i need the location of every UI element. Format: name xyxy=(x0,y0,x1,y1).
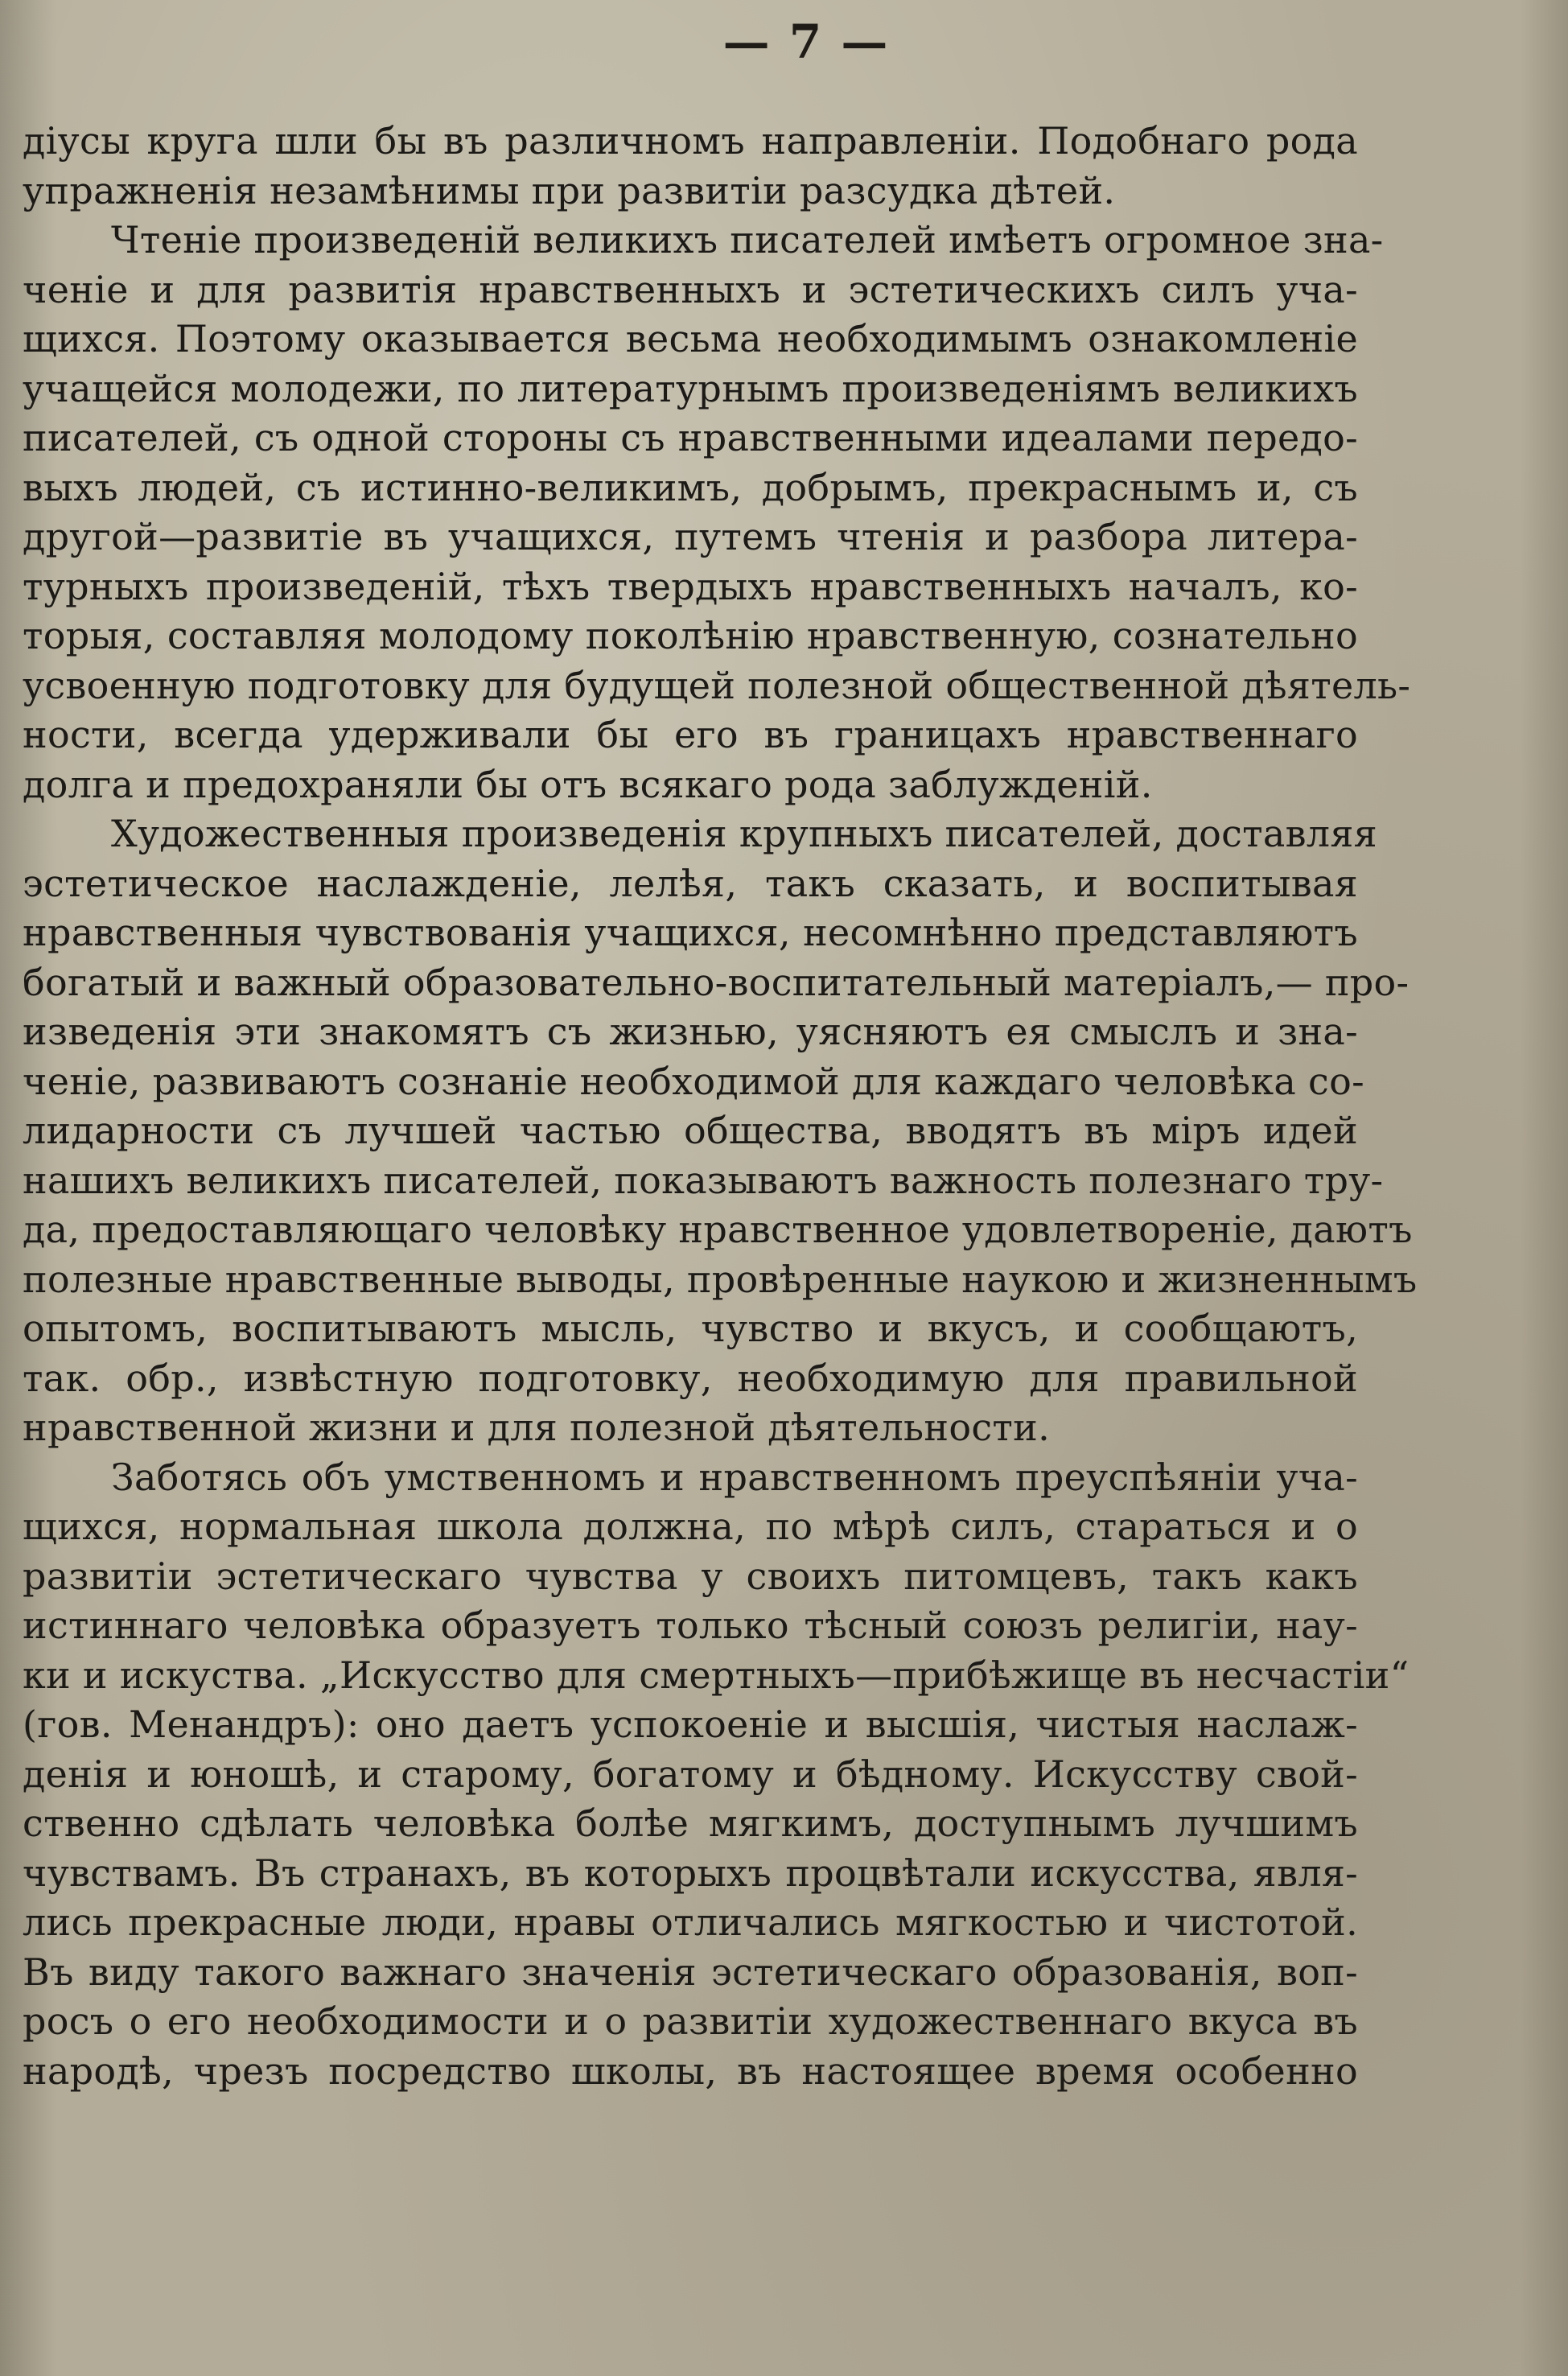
text-line: Въ виду такого важнаго значенія эстетическаго образованія, воп- xyxy=(23,1950,1358,1994)
text-line: да, предоставляющаго человѣку нравственное удовлетвореніе, даютъ xyxy=(23,1208,1413,1251)
page-number: — 7 — xyxy=(722,14,890,69)
text-line: народѣ, чрезъ посредство школы, въ настоящее время особенно xyxy=(23,2049,1358,2093)
text-line: Художественныя произведенія крупныхъ писателей, доставляя xyxy=(111,812,1377,855)
text-line: лись прекрасные люди, нравы отличались мягкостью и чистотой. xyxy=(23,1900,1358,1944)
text-line: богатый и важный образовательно-воспитательный матеріалъ,— про- xyxy=(23,960,1410,1004)
text-line: эстетическое наслажденіе, лелѣя, такъ сказать, и воспитывая xyxy=(23,861,1358,905)
text-line: учащейся молодежи, по литературнымъ произведеніямъ великихъ xyxy=(23,366,1358,410)
text-line: Чтеніе произведеній великихъ писателей имѣетъ огромное зна- xyxy=(111,218,1384,261)
text-line: ственно сдѣлать человѣка болѣе мягкимъ, доступнымъ лучшимъ xyxy=(23,1802,1358,1845)
paragraph xyxy=(23,809,1418,1453)
text-line: нравственныя чувствованія учащихся, несомнѣнно представляютъ xyxy=(23,911,1358,954)
text-line: полезные нравственные выводы, провѣренные наукою и жизненнымъ xyxy=(23,1257,1418,1301)
paragraph xyxy=(23,117,1358,216)
text-line: развитіи эстетическаго чувства у своихъ питомцевъ, такъ какъ xyxy=(23,1554,1358,1598)
text-line: ченіе, развиваютъ сознаніе необходимой для каждаго человѣка со- xyxy=(23,1059,1364,1103)
text-line: нашихъ великихъ писателей, показываютъ важность полезнаго тру- xyxy=(23,1158,1384,1202)
text-line: (гов. Менандръ): оно даетъ успокоеніе и высшія, чистыя наслаж- xyxy=(23,1703,1358,1746)
text-line: ки и искуства. „Искусство для смертныхъ—прибѣжище въ несчастіи“ xyxy=(23,1653,1410,1697)
text-line: росъ о его необходимости и о развитіи художественнаго вкуса въ xyxy=(23,1999,1358,2043)
text-line: усвоенную подготовку для будущей полезной общественной дѣятель- xyxy=(23,663,1411,707)
text-line: діусы круга шли бы въ различномъ направленіи. Подобнаго рода xyxy=(23,119,1358,163)
text-line: денія и юношѣ, и старому, богатому и бѣдному. Искусству свой- xyxy=(23,1752,1358,1796)
text-line: Заботясь объ умственномъ и нравственномъ преуспѣяніи уча- xyxy=(111,1455,1358,1499)
text-line: истиннаго человѣка образуетъ только тѣсный союзъ религіи, нау- xyxy=(23,1604,1358,1647)
text-line: чувствамъ. Въ странахъ, въ которыхъ процвѣтали искусства, явля- xyxy=(23,1851,1358,1895)
text-line: торыя, составляя молодому поколѣнію нравственную, сознательно xyxy=(23,614,1358,657)
text-line: лидарности съ лучшей частью общества, вводятъ въ міръ идей xyxy=(23,1109,1358,1152)
text-line: изведенія эти знакомятъ съ жизнью, уясняютъ ея смыслъ и зна- xyxy=(23,1010,1358,1053)
text-line: турныхъ произведеній, тѣхъ твердыхъ нравственныхъ началъ, ко- xyxy=(23,564,1358,608)
paragraph xyxy=(23,216,1411,809)
text-line: долга и предохраняли бы отъ всякаго рода заблужденій. xyxy=(23,762,1153,806)
body-text xyxy=(23,117,1418,2096)
text-line: щихся, нормальная школа должна, по мѣрѣ силъ, стараться и о xyxy=(23,1505,1358,1548)
text-line: щихся. Поэтому оказывается весьма необходимымъ ознакомленіе xyxy=(23,317,1358,360)
text-line: опытомъ, воспитываютъ мысль, чувство и вкусъ, и сообщаютъ, xyxy=(23,1307,1358,1350)
text-line: ченіе и для развитія нравственныхъ и эстетическихъ силъ уча- xyxy=(23,267,1358,311)
text-line: упражненія незамѣнимы при развитіи разсудка дѣтей. xyxy=(23,168,1116,212)
text-line: так. обр., извѣстную подготовку, необходимую для правильной xyxy=(23,1356,1358,1400)
text-line: ности, всегда удерживали бы его въ границахъ нравственнаго xyxy=(23,713,1358,756)
text-line: выхъ людей, съ истинно-великимъ, добрымъ, прекраснымъ и, съ xyxy=(23,465,1358,509)
text-line: другой—развитіе въ учащихся, путемъ чтенія и разбора литера- xyxy=(23,515,1358,558)
text-line: писателей, съ одной стороны съ нравственными идеалами передо- xyxy=(23,416,1358,459)
paragraph xyxy=(23,1453,1410,2097)
text-line: нравственной жизни и для полезной дѣятельности. xyxy=(23,1406,1051,1449)
